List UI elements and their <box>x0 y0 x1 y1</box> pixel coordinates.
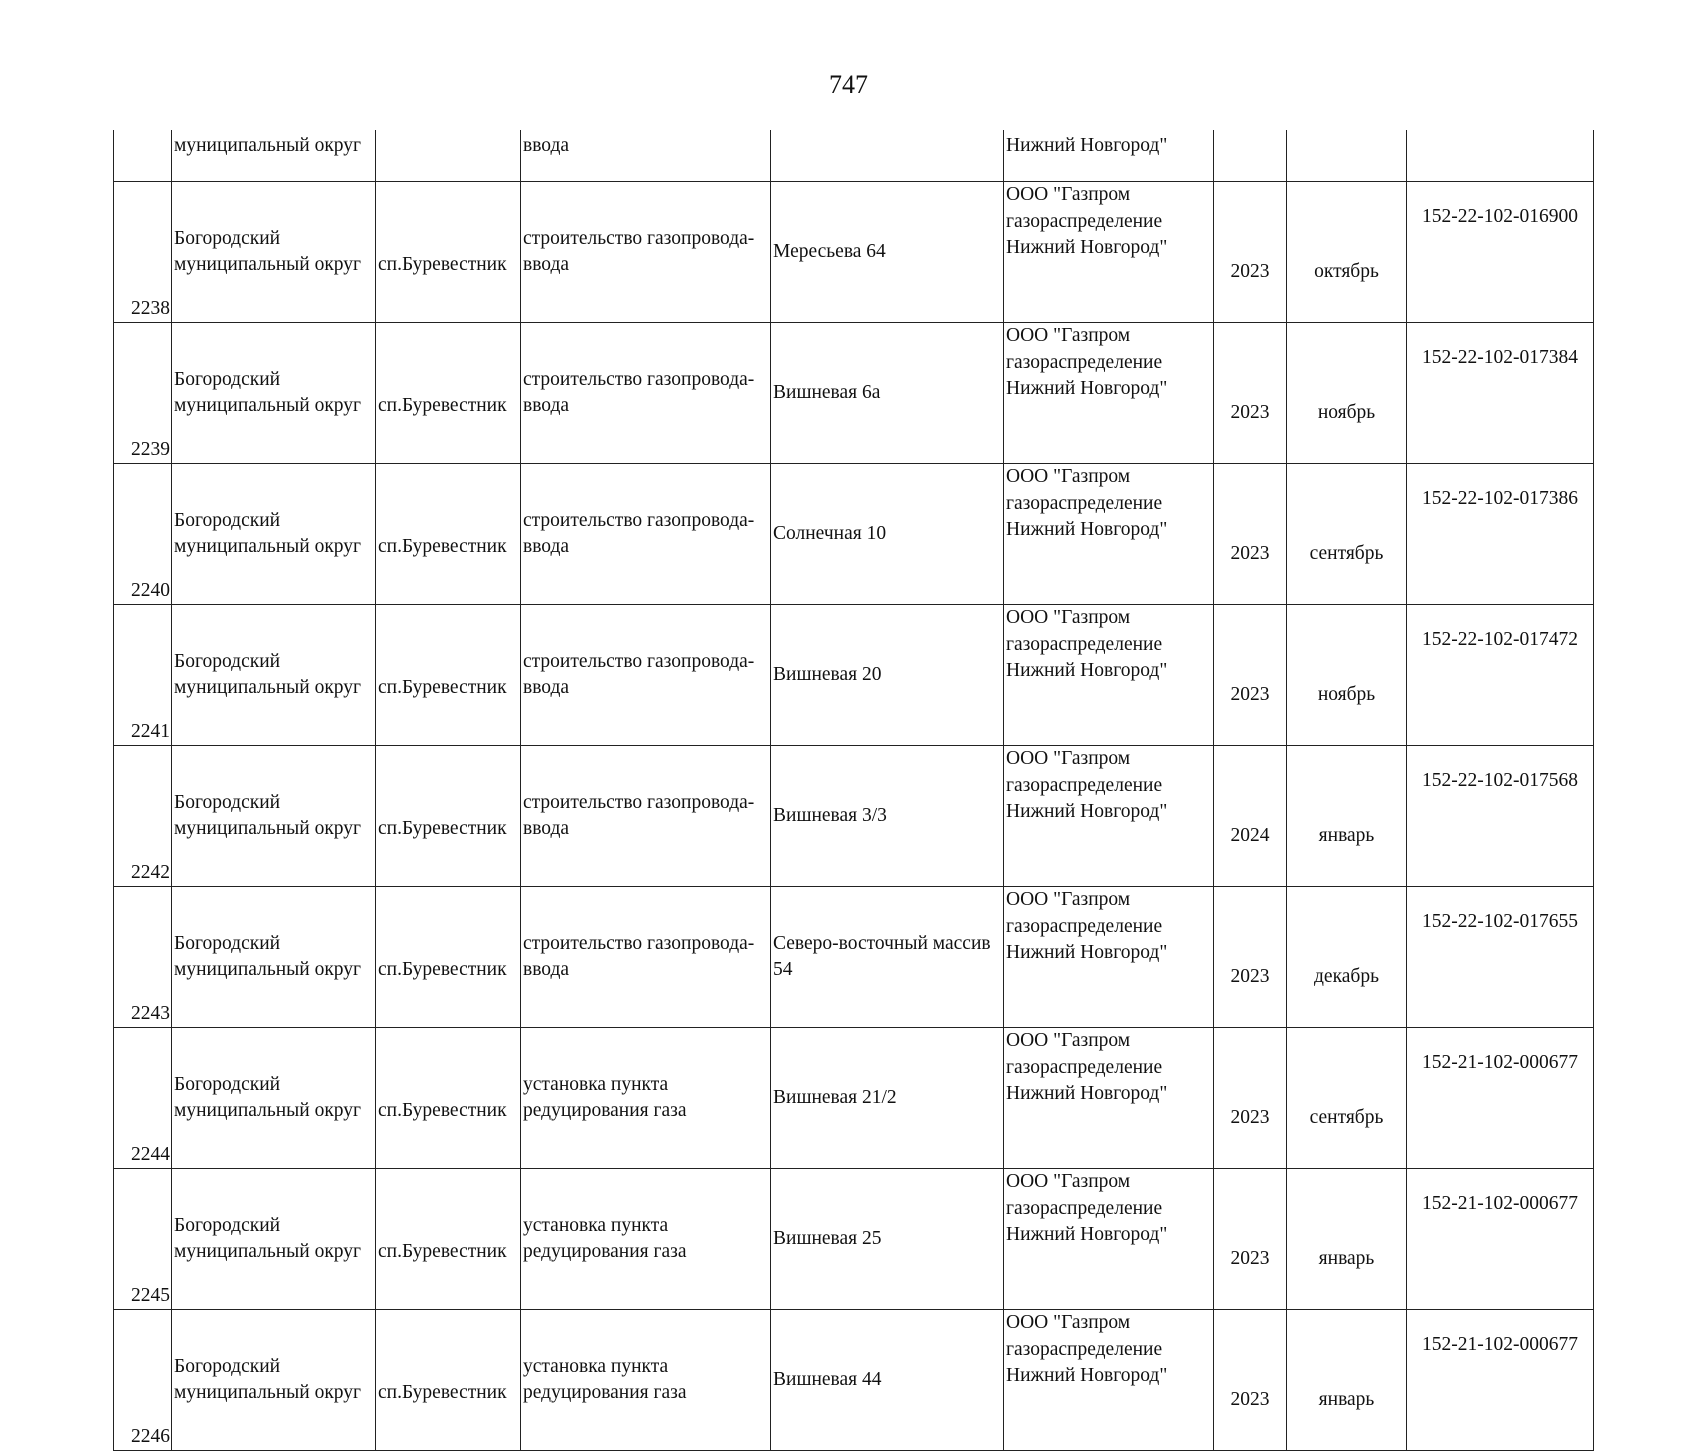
cell-district <box>172 464 376 605</box>
cell-month: сентябрь <box>1287 1028 1407 1169</box>
district-line: муниципальный округ <box>174 1100 362 1121</box>
district-line: муниципальный округ <box>174 677 362 698</box>
cell-year: 2023 <box>1214 887 1287 1028</box>
work-type-line: редуцирования газа <box>523 1382 687 1403</box>
work-type-line: установка пункта <box>523 1073 669 1095</box>
cell-month: ноябрь <box>1287 605 1407 746</box>
cell-address <box>771 1028 1004 1169</box>
work-type-line: ввода <box>523 395 570 416</box>
cell-organization <box>1004 746 1214 887</box>
cell-organization <box>1004 605 1214 746</box>
work-type-line: ввода <box>523 818 570 839</box>
district-line: Богородский <box>174 1355 281 1377</box>
cell-code: 152-22-102-017655 <box>1407 887 1594 1028</box>
organization-line: Нижний Новгород" <box>1006 1083 1168 1104</box>
cell-month: январь <box>1287 746 1407 887</box>
cell-settlement <box>376 464 521 605</box>
address-line: Мересьева 64 <box>773 240 886 262</box>
table-row <box>114 323 1594 464</box>
table-row <box>114 1310 1594 1451</box>
district-line: муниципальный округ <box>174 818 362 839</box>
cell-work-type <box>521 464 771 605</box>
organization-line: Нижний Новгород" <box>1006 378 1168 399</box>
work-type-line: ввода <box>523 959 570 980</box>
organization-line: газораспределение <box>1006 774 1163 796</box>
district-line: Богородский <box>174 368 281 390</box>
settlement-text: сп.Буревестник <box>378 394 507 416</box>
organization-line: ООО "Газпром <box>1006 1312 1131 1333</box>
table-row <box>114 1028 1594 1169</box>
address-line: Северо-восточный массив <box>773 932 991 954</box>
work-type-line: строительство газопровода- <box>523 509 755 531</box>
organization-line: ООО "Газпром <box>1006 466 1131 487</box>
cell-organization <box>1004 887 1214 1028</box>
work-type-line: строительство газопровода- <box>523 227 755 249</box>
address-line: Вишневая 25 <box>773 1227 882 1249</box>
organization-line: газораспределение <box>1006 351 1163 373</box>
cell-month: сентябрь <box>1287 464 1407 605</box>
cell-month <box>1287 130 1407 182</box>
cell-address <box>771 323 1004 464</box>
cell-code: 152-22-102-016900 <box>1407 182 1594 323</box>
organization-line: ООО "Газпром <box>1006 1171 1131 1192</box>
district-line: Богородский <box>174 791 281 813</box>
cell-district <box>172 1028 376 1169</box>
organization-line: Нижний Новгород" <box>1006 1365 1168 1386</box>
cell-year: 2023 <box>1214 464 1287 605</box>
cell-district: муниципальный округ <box>172 130 376 182</box>
organization-line: Нижний Новгород" <box>1006 660 1168 681</box>
cell-address <box>771 464 1004 605</box>
settlement-text: сп.Буревестник <box>378 676 507 698</box>
cell-year: 2024 <box>1214 746 1287 887</box>
cell-month: декабрь <box>1287 887 1407 1028</box>
settlement-text: сп.Буревестник <box>378 1099 507 1121</box>
cell-address <box>771 605 1004 746</box>
cell-number: 2238 <box>114 182 172 323</box>
district-line: муниципальный округ <box>174 395 362 416</box>
organization-line: Нижний Новгород" <box>1006 1224 1168 1245</box>
cell-address <box>771 130 1004 182</box>
cell-number: 2243 <box>114 887 172 1028</box>
cell-address <box>771 1169 1004 1310</box>
cell-number: 2246 <box>114 1310 172 1451</box>
organization-line: газораспределение <box>1006 915 1163 937</box>
continuation-row <box>114 130 1594 182</box>
cell-year: 2023 <box>1214 323 1287 464</box>
settlement-text: сп.Буревестник <box>378 535 507 557</box>
work-type-line: редуцирования газа <box>523 1241 687 1262</box>
cell-month: январь <box>1287 1310 1407 1451</box>
cell-number: 2242 <box>114 746 172 887</box>
district-line: Богородский <box>174 227 281 249</box>
cell-district <box>172 1310 376 1451</box>
cell-settlement <box>376 605 521 746</box>
work-type-line: ввода <box>523 254 570 275</box>
cell-number: 2241 <box>114 605 172 746</box>
cell-code: 152-21-102-000677 <box>1407 1028 1594 1169</box>
work-type-line: строительство газопровода- <box>523 650 755 672</box>
cell-number: 2245 <box>114 1169 172 1310</box>
page-number: 747 <box>829 70 868 99</box>
cell-settlement <box>376 887 521 1028</box>
work-type-line: редуцирования газа <box>523 1100 687 1121</box>
table-row <box>114 746 1594 887</box>
cell-organization <box>1004 182 1214 323</box>
table-row <box>114 464 1594 605</box>
cell-work-type <box>521 1169 771 1310</box>
cell-work-type <box>521 1310 771 1451</box>
cell-month: октябрь <box>1287 182 1407 323</box>
cell-number: 2239 <box>114 323 172 464</box>
cell-code: 152-22-102-017568 <box>1407 746 1594 887</box>
work-type-line: установка пункта <box>523 1355 669 1377</box>
work-type-line: строительство газопровода- <box>523 368 755 390</box>
address-line: Вишневая 3/3 <box>773 804 887 826</box>
cell-district <box>172 323 376 464</box>
settlement-text: сп.Буревестник <box>378 1381 507 1403</box>
organization-line: ООО "Газпром <box>1006 325 1131 346</box>
cell-month: январь <box>1287 1169 1407 1310</box>
cell-month: ноябрь <box>1287 323 1407 464</box>
cell-settlement <box>376 182 521 323</box>
cell-address <box>771 887 1004 1028</box>
organization-line: Нижний Новгород" <box>1006 801 1168 822</box>
cell-address <box>771 1310 1004 1451</box>
organization-line: ООО "Газпром <box>1006 184 1131 205</box>
register-table <box>113 130 1594 1451</box>
organization-line: ООО "Газпром <box>1006 889 1131 910</box>
cell-year: 2023 <box>1214 1169 1287 1310</box>
cell-district <box>172 605 376 746</box>
cell-district <box>172 1169 376 1310</box>
work-type-line: установка пункта <box>523 1214 669 1236</box>
address-line: Солнечная 10 <box>773 522 887 544</box>
cell-district <box>172 182 376 323</box>
organization-line: газораспределение <box>1006 210 1163 232</box>
cell-settlement <box>376 323 521 464</box>
cell-organization <box>1004 1028 1214 1169</box>
cell-settlement <box>376 1169 521 1310</box>
address-line: 54 <box>773 959 793 980</box>
cell-organization <box>1004 1310 1214 1451</box>
district-line: Богородский <box>174 650 281 672</box>
settlement-text: сп.Буревестник <box>378 817 507 839</box>
settlement-text: сп.Буревестник <box>378 1240 507 1262</box>
district-line: муниципальный округ <box>174 1241 362 1262</box>
cell-settlement <box>376 1028 521 1169</box>
cell-code: 152-22-102-017472 <box>1407 605 1594 746</box>
work-type-line: ввода <box>523 677 570 698</box>
cell-settlement <box>376 1310 521 1451</box>
work-type-line: строительство газопровода- <box>523 791 755 813</box>
cell-settlement <box>376 746 521 887</box>
organization-line: газораспределение <box>1006 633 1163 655</box>
organization-line: газораспределение <box>1006 492 1163 514</box>
organization-line: газораспределение <box>1006 1197 1163 1219</box>
cell-work-type <box>521 746 771 887</box>
cell-year: 2023 <box>1214 1028 1287 1169</box>
work-type-line: ввода <box>523 536 570 557</box>
cell-code: 152-21-102-000677 <box>1407 1169 1594 1310</box>
district-line: Богородский <box>174 1073 281 1095</box>
cell-code: 152-21-102-000677 <box>1407 1310 1594 1451</box>
organization-line: газораспределение <box>1006 1338 1163 1360</box>
work-type-line: строительство газопровода- <box>523 932 755 954</box>
address-line: Вишневая 20 <box>773 663 882 685</box>
cell-address <box>771 746 1004 887</box>
table-row <box>114 605 1594 746</box>
organization-line: ООО "Газпром <box>1006 748 1131 769</box>
district-line: муниципальный округ <box>174 1382 362 1403</box>
cell-number <box>114 130 172 182</box>
settlement-text: сп.Буревестник <box>378 253 507 275</box>
cell-number: 2240 <box>114 464 172 605</box>
organization-line: ООО "Газпром <box>1006 607 1131 628</box>
cell-work-type: ввода <box>521 130 771 182</box>
district-line: Богородский <box>174 932 281 954</box>
address-line: Вишневая 21/2 <box>773 1086 897 1108</box>
cell-work-type <box>521 323 771 464</box>
district-line: муниципальный округ <box>174 536 362 557</box>
table-body <box>114 130 1594 1451</box>
table-row <box>114 1169 1594 1310</box>
cell-work-type <box>521 182 771 323</box>
organization-line: Нижний Новгород" <box>1006 942 1168 963</box>
organization-line: Нижний Новгород" <box>1006 519 1168 540</box>
cell-address <box>771 182 1004 323</box>
cell-year <box>1214 130 1287 182</box>
cell-district <box>172 887 376 1028</box>
address-line: Вишневая 44 <box>773 1368 882 1390</box>
cell-work-type <box>521 605 771 746</box>
cell-organization <box>1004 464 1214 605</box>
cell-year: 2023 <box>1214 1310 1287 1451</box>
cell-work-type <box>521 887 771 1028</box>
cell-year: 2023 <box>1214 605 1287 746</box>
cell-settlement <box>376 130 521 182</box>
table-row <box>114 182 1594 323</box>
cell-organization <box>1004 323 1214 464</box>
cell-code: 152-22-102-017384 <box>1407 323 1594 464</box>
district-line: муниципальный округ <box>174 254 362 275</box>
cell-number: 2244 <box>114 1028 172 1169</box>
cell-code: 152-22-102-017386 <box>1407 464 1594 605</box>
cell-code <box>1407 130 1594 182</box>
district-line: муниципальный округ <box>174 959 362 980</box>
district-line: Богородский <box>174 509 281 531</box>
table-row <box>114 887 1594 1028</box>
organization-line: Нижний Новгород" <box>1006 237 1168 258</box>
organization-line: ООО "Газпром <box>1006 1030 1131 1051</box>
address-line: Вишневая 6а <box>773 381 881 403</box>
settlement-text: сп.Буревестник <box>378 958 507 980</box>
district-line: Богородский <box>174 1214 281 1236</box>
cell-work-type <box>521 1028 771 1169</box>
cell-year: 2023 <box>1214 182 1287 323</box>
cell-district <box>172 746 376 887</box>
cell-organization <box>1004 1169 1214 1310</box>
organization-line: газораспределение <box>1006 1056 1163 1078</box>
cell-organization: Нижний Новгород" <box>1004 130 1214 182</box>
